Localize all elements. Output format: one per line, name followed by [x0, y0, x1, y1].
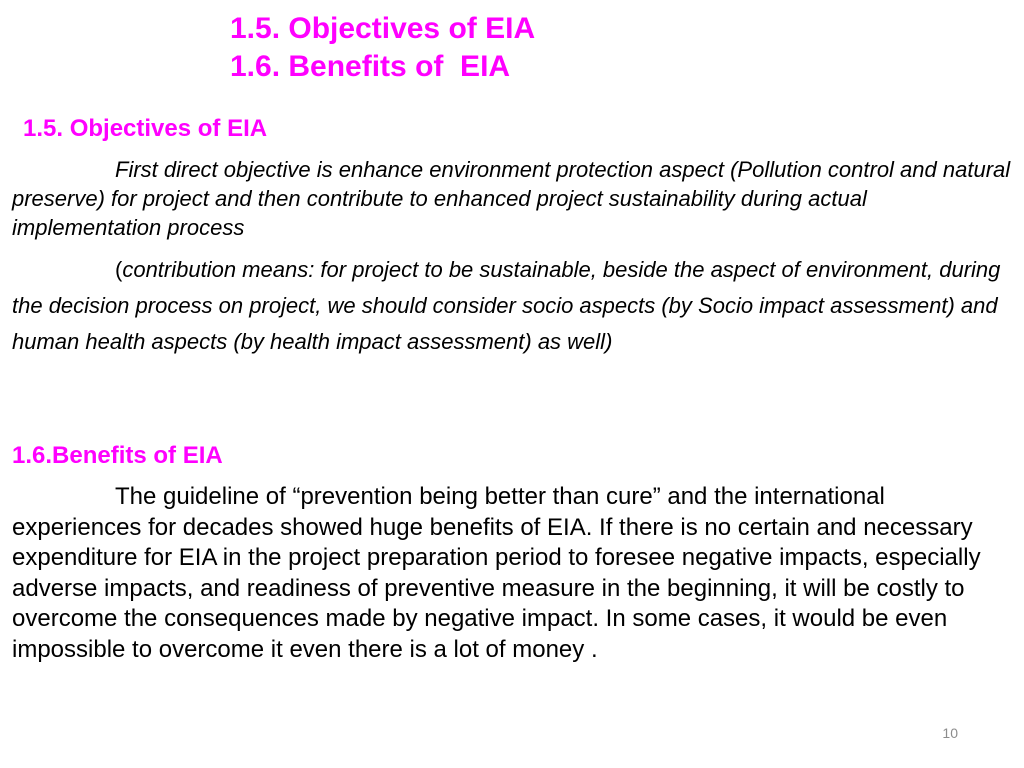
- slide-title-line-1: 1.5. Objectives of EIA: [230, 12, 536, 45]
- objectives-heading: 1.5. Objectives of EIA: [23, 115, 268, 142]
- objectives-note: [12, 252, 1012, 360]
- objectives-paragraph: First direct objective is enhance environment protection aspect (Pollution control and natural preserve) for project and then contribute to enhanced project sustainability during actual implementation process: [12, 157, 1011, 240]
- objectives-note-paren: (: [115, 257, 123, 282]
- page-number: 10: [942, 725, 958, 741]
- slide-title-line-2: 1.6. Benefits of EIA: [230, 50, 511, 83]
- benefits-paragraph: The guideline of “prevention being better than cure” and the international experiences for decades showed huge benefits of EIA. If there is no certain and necessary expenditure for EIA in the project preparation period to foresee negative impacts, especially adverse impacts, and readiness of preventive measure in the beginning, it will be costly to overcome the consequences made by negative impact. In some cases, it would be even impossible to overcome it even there is a lot of money .: [12, 483, 981, 663]
- objectives-note-text: contribution means: for project to be sustainable, beside the aspect of environment, during the decision process on project, we should consider socio aspects (by Socio impact assessment) and human health aspects (by health impact assessment) as well): [12, 257, 1001, 354]
- benefits-heading: 1.6.Benefits of EIA: [12, 442, 223, 469]
- slide-title: [230, 10, 535, 86]
